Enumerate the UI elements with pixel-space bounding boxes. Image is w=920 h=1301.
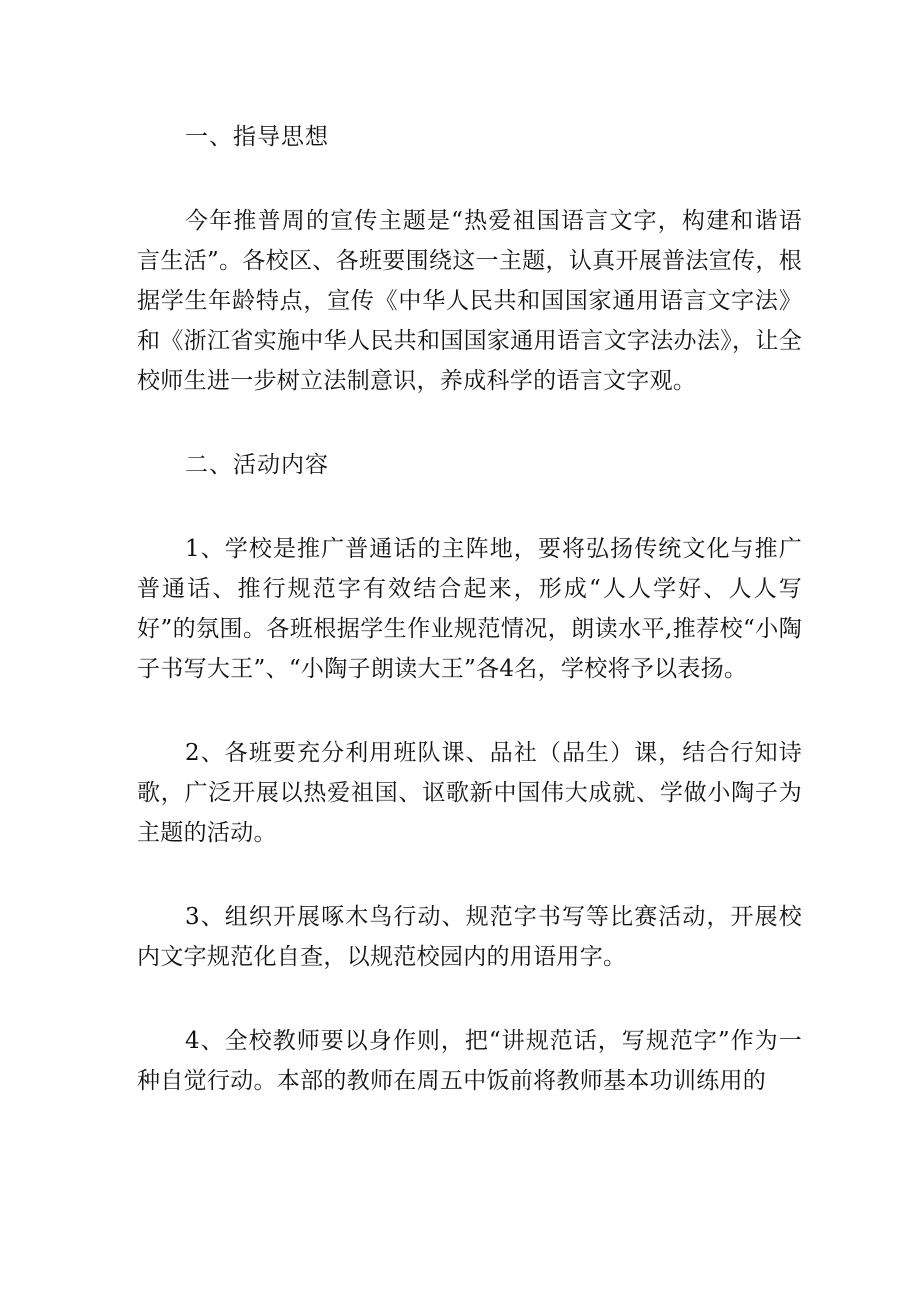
activity-item-3: 3、组织开展啄木鸟行动、规范字书写等比赛活动，开展校内文字规范化自查，以规范校园内的用语用字。	[137, 904, 802, 970]
activity-item-1: 1、学校是推广普通话的主阵地，要将弘扬传统文化与推广普通话、推行规范字有效结合起来，形成“人人学好、人人写好”的氛围。各班根据学生作业规范情况，朗读水平,推荐校“小陶子书写大王”、“小陶子朗读大王”各4名，学校将予以表扬。	[137, 536, 802, 682]
activity-item-4: 4、全校教师要以身作则，把“讲规范话，写规范字”作为一种自觉行动。本部的教师在周五中饭前将教师基本功训练用的	[137, 1028, 802, 1094]
section-heading-activities: 二、活动内容	[185, 452, 329, 478]
activity-item-2: 2、各班要充分利用班队课、品社（品生）课，结合行知诗歌，广泛开展以热爱祖国、讴歌新中国伟大成就、学做小陶子为主题的活动。	[137, 740, 802, 846]
section-heading-guiding-ideology: 一、指导思想	[185, 124, 329, 150]
paragraph-theme: 今年推普周的宣传主题是“热爱祖国语言文字，构建和谐语言生活”。各校区、各班要围绕这一主题，认真开展普法宣传，根据学生年龄特点，宣传《中华人民共和国国家通用语言文字法》和《浙江省实施中华人民共和国国家通用语言文字法办法》，让全校师生进一步树立法制意识，养成科学的语言文字观。	[137, 208, 802, 394]
